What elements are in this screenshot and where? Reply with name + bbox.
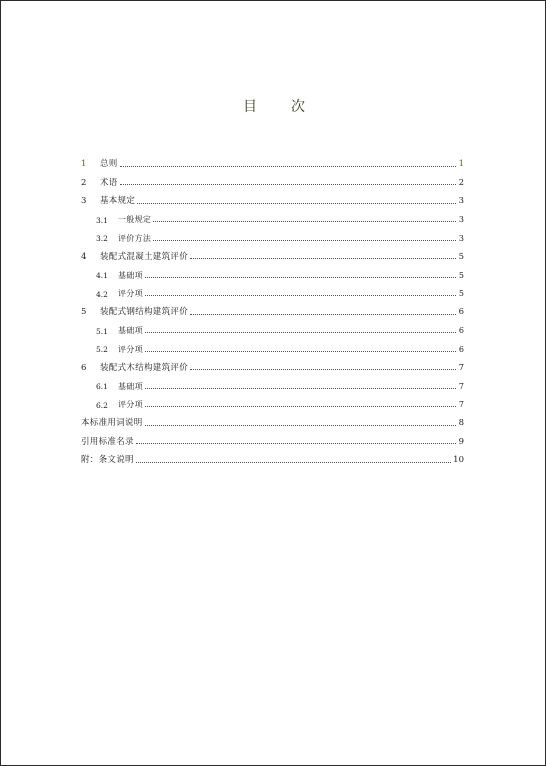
toc-entry-title: 基本规定 [100,196,136,206]
toc-entry-title: 本标准用词说明 [81,418,143,428]
toc-entry-page: 7 [458,362,464,373]
toc-entry-number: 5 [81,307,87,317]
toc-entry-number: 4.1 [96,271,108,280]
toc-leader-dots [145,387,456,389]
toc-entry-number: 5.2 [96,345,108,354]
toc-entry[interactable] [81,298,464,317]
toc-entry-number: 3.1 [96,215,108,225]
toc-entry[interactable] [81,261,464,280]
toc-entry-number: 3.2 [96,234,108,243]
toc-entry-number: 6 [81,362,87,373]
toc-leader-dots [145,276,456,278]
toc-leader-dots [145,424,456,426]
toc-entry[interactable] [81,372,464,391]
toc-entry-page: 8 [458,418,464,428]
toc-entry[interactable] [81,280,464,299]
toc-entry[interactable] [81,224,464,243]
toc-entry-title: 基础项 [118,381,143,391]
toc-entry-title: 评价方法 [118,233,152,243]
toc-leader-dots [153,220,456,222]
toc-entry-title: 基础项 [118,270,143,280]
toc-entry-title: 术语 [100,177,118,188]
toc-entry-title: 装配式木结构建筑评价 [100,362,189,373]
toc-entry-page: 3 [458,196,464,206]
page-title-first-char: 目 [243,99,257,115]
toc-entry[interactable] [81,354,464,373]
toc-leader-dots [120,183,456,185]
toc-entry-page: 3 [458,215,464,224]
toc-entry[interactable] [81,391,464,410]
page-title [1,96,546,116]
toc-leader-dots [136,461,451,463]
toc-entry-title: 总则 [100,159,118,169]
toc-entry-number: 2 [81,177,87,188]
toc-entry-title: 附：条文说明 [81,455,134,465]
toc-leader-dots [153,239,456,241]
toc-entry[interactable] [81,206,464,225]
toc-entry-number: 1 [81,159,87,169]
toc-entry-number: 5.1 [96,326,108,336]
toc-entry-number: 4 [81,251,87,262]
toc-entry-page: 5 [458,251,464,262]
toc-entry-number: 6.1 [96,382,108,391]
toc-entry[interactable] [81,428,464,447]
toc-leader-dots [145,294,456,296]
toc-entry-number: 4.2 [96,289,108,299]
toc-entry[interactable] [81,409,464,428]
toc-entry-page: 6 [458,307,464,317]
toc-entry-page: 6 [458,344,464,354]
toc-leader-dots [190,257,456,259]
toc-leader-dots [145,350,456,352]
toc-leader-dots [137,202,456,204]
toc-leader-dots [145,405,456,407]
toc-entry-number: 3 [81,196,87,206]
toc-entry-title: 评分项 [118,289,143,298]
toc-entry[interactable] [81,243,464,262]
toc-entry[interactable] [81,317,464,336]
toc-entry[interactable] [81,335,464,354]
toc-entry-page: 7 [458,400,464,409]
toc-leader-dots [190,313,456,315]
toc-entry-number: 6.2 [96,400,108,410]
toc-entry-title: 基础项 [118,326,143,335]
toc-leader-dots [190,368,456,370]
toc-entry-page: 10 [453,455,464,465]
toc-leader-dots [145,331,456,333]
toc-entry-page: 5 [458,270,464,280]
toc-entry-page: 9 [458,436,464,447]
toc-entry-page: 3 [458,233,464,243]
toc-entry-title: 评分项 [118,344,143,354]
toc-leader-dots [136,442,456,444]
toc-leader-dots [120,165,456,167]
toc-entry-title: 一般规定 [118,215,152,224]
toc-entry[interactable] [81,169,464,188]
toc-entry-title: 引用标准名录 [81,436,134,447]
toc-entry-page: 2 [458,177,464,188]
toc-entry-page: 7 [458,381,464,391]
toc-entry-title: 装配式混凝土建筑评价 [100,251,189,262]
toc-entry[interactable] [81,187,464,206]
toc-entry-page: 5 [458,289,464,298]
toc-entry-page: 6 [458,326,464,335]
page-title-second-char: 次 [291,99,305,115]
toc-entry-title: 评分项 [118,400,143,409]
toc-entry-title: 装配式钢结构建筑评价 [100,307,189,317]
toc-entry-page: 1 [458,159,464,169]
toc-entry[interactable] [81,446,464,465]
toc-entry[interactable] [81,150,464,169]
table-of-contents [81,150,464,465]
